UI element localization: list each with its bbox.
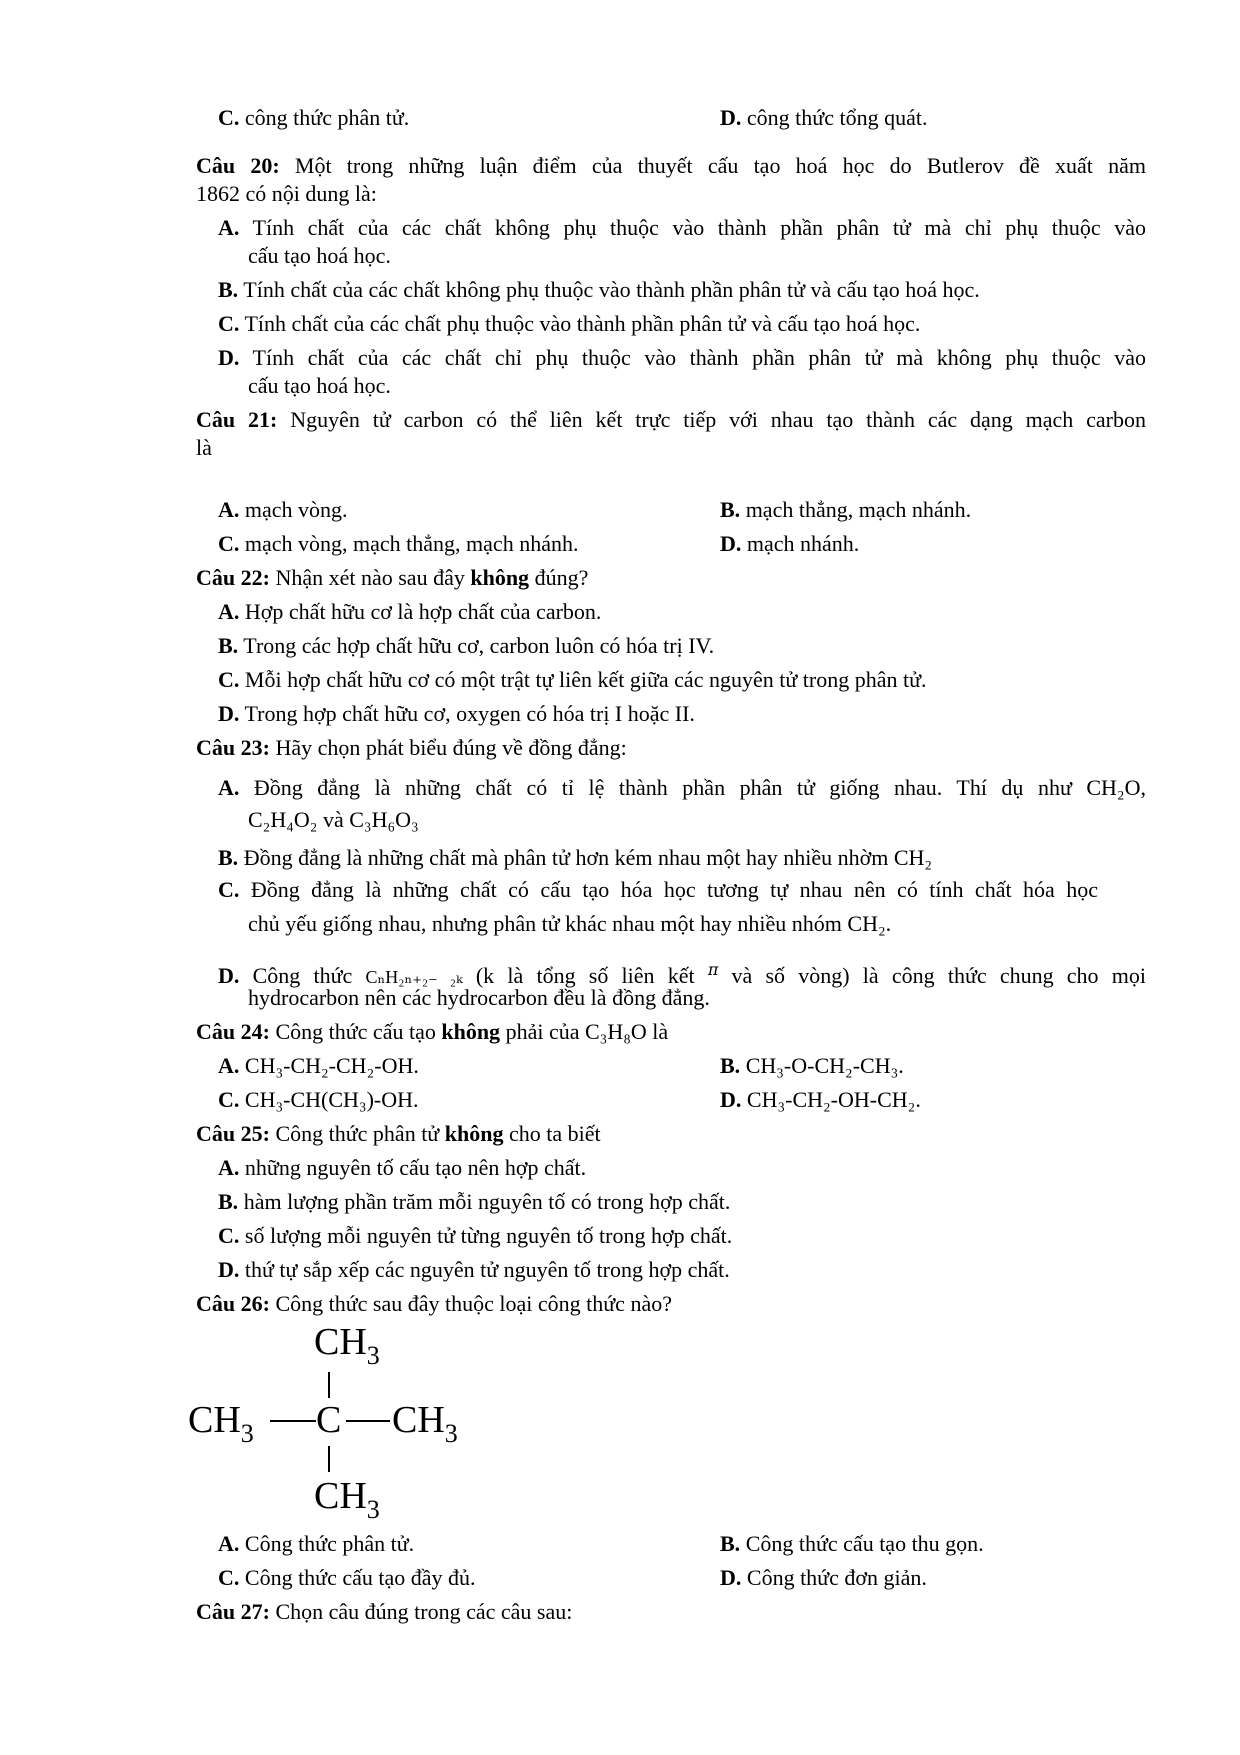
ch3-right: $CH_3$ bbox=[392, 1399, 458, 1448]
q23-option-b: B. Đồng đẳng là những chất mà phân tử hơn kém nhau một hay nhiều nhờm CH₂ bbox=[218, 845, 933, 870]
q24-option-c: C. CH₃-CH(CH₃)-OH. bbox=[218, 1087, 419, 1112]
q19-option-d: D. công thức tổng quát. bbox=[720, 105, 928, 130]
q20-option-d: D. Tính chất của các chất chỉ phụ thuộc vào thành phần phân tử mà không phụ thuộc vào bbox=[218, 345, 1146, 370]
q20-option-a: A. Tính chất của các chất không phụ thuộc vào thành phần phân tử mà chỉ phụ thuộc vào bbox=[218, 215, 1146, 240]
q25-option-b: B. hàm lượng phần trăm mỗi nguyên tố có trong hợp chất. bbox=[218, 1189, 731, 1214]
q23-option-c: C. Đồng đẳng là những chất có cấu tạo hóa học tương tự nhau nên có tính chất hóa học bbox=[218, 877, 1098, 902]
ch3-top: $CH_3$ bbox=[314, 1321, 380, 1370]
q22-option-c: C. Mỗi hợp chất hữu cơ có một trật tự liên kết giữa các nguyên tử trong phân tử. bbox=[218, 667, 927, 692]
q24-option-a: A. CH₃-CH₂-CH₂-OH. bbox=[218, 1053, 419, 1078]
q26-option-a: A. Công thức phân tử. bbox=[218, 1531, 415, 1556]
q20-option-c: C. Tính chất của các chất phụ thuộc vào thành phần phân tử và cấu tạo hoá học. bbox=[218, 311, 921, 336]
q19-option-c: C. công thức phân tử. bbox=[218, 105, 410, 130]
q22-stem: Câu 22: Nhận xét nào sau đây không đúng? bbox=[196, 565, 589, 590]
q20-stem: Câu 20: Một trong những luận điểm của thuyết cấu tạo hoá học do Butlerov đề xuất năm bbox=[196, 153, 1146, 178]
q21-option-b: B. mạch thẳng, mạch nhánh. bbox=[720, 497, 972, 522]
q20-stem-cont: 1862 có nội dung là: bbox=[196, 181, 377, 206]
q26-option-d: D. Công thức đơn giản. bbox=[720, 1565, 927, 1590]
bond-right bbox=[346, 1420, 390, 1422]
q21-option-a: A. mạch vòng. bbox=[218, 497, 348, 522]
pi-symbol: π bbox=[707, 960, 719, 979]
q27-stem: Câu 27: Chọn câu đúng trong các câu sau: bbox=[196, 1599, 573, 1624]
bond-left bbox=[270, 1420, 316, 1422]
q21-stem-cont: là bbox=[196, 435, 212, 460]
c-center: C bbox=[316, 1399, 342, 1441]
q24-stem: Câu 24: Công thức cấu tạo không phải của C₃H₈O là bbox=[196, 1019, 669, 1044]
general-formula: CₙH₂ₙ₊₂₋ ₂ₖ bbox=[365, 967, 463, 987]
q23-option-c-cont: chủ yếu giống nhau, nhưng phân tử khác nhau một hay nhiều nhóm CH₂. bbox=[248, 911, 892, 936]
ch3-left: $CH_3$ bbox=[188, 1399, 254, 1448]
bond-bottom bbox=[328, 1446, 330, 1472]
q22-option-a: A. Hợp chất hữu cơ là hợp chất của carbon. bbox=[218, 599, 602, 624]
q23-option-d: D. Công thức CₙH₂ₙ₊₂₋ ₂ₖ (k là tổng số liên kết $^\pi$ và số vòng) là công thức chung cho mọi bbox=[218, 960, 1146, 988]
q23-option-a: A. Đồng đẳng là những chất có tỉ lệ thành phần phân tử giống nhau. Thí dụ như CH₂O, bbox=[218, 775, 1146, 800]
q20-option-b: B. Tính chất của các chất không phụ thuộc vào thành phần phân tử và cấu tạo hoá học. bbox=[218, 277, 980, 302]
q25-option-c: C. số lượng mỗi nguyên tử từng nguyên tố trong hợp chất. bbox=[218, 1223, 733, 1248]
q24-option-b: B. CH₃-O-CH₂-CH₃. bbox=[720, 1053, 904, 1078]
q22-option-d: D. Trong hợp chất hữu cơ, oxygen có hóa trị I hoặc II. bbox=[218, 701, 695, 726]
q26-option-b: B. Công thức cấu tạo thu gọn. bbox=[720, 1531, 984, 1556]
q24-option-d: D. CH₃-CH₂-OH-CH₂. bbox=[720, 1087, 921, 1112]
bond-top bbox=[328, 1372, 330, 1398]
q20-option-d-cont: cấu tạo hoá học. bbox=[248, 373, 391, 398]
q26-stem: Câu 26: Công thức sau đây thuộc loại công thức nào? bbox=[196, 1291, 672, 1316]
q23-stem: Câu 23: Hãy chọn phát biểu đúng về đồng đẳng: bbox=[196, 735, 627, 760]
q25-option-d: D. thứ tự sắp xếp các nguyên tử nguyên tố trong hợp chất. bbox=[218, 1257, 730, 1282]
q21-stem: Câu 21: Nguyên tử carbon có thể liên kết trực tiếp với nhau tạo thành các dạng mạch carbon bbox=[196, 407, 1146, 432]
q22-option-b: B. Trong các hợp chất hữu cơ, carbon luôn có hóa trị IV. bbox=[218, 633, 715, 658]
q21-option-c: C. mạch vòng, mạch thẳng, mạch nhánh. bbox=[218, 531, 579, 556]
q25-option-a: A. những nguyên tố cấu tạo nên hợp chất. bbox=[218, 1155, 587, 1180]
q25-stem: Câu 25: Công thức phân tử không cho ta biết bbox=[196, 1121, 601, 1146]
ch3-bottom: $CH_3$ bbox=[314, 1475, 380, 1524]
q23-option-a-cont: C₂H₄O₂ và C₃H₆O₃ bbox=[248, 807, 419, 832]
q26-option-c: C. Công thức cấu tạo đầy đủ. bbox=[218, 1565, 476, 1590]
q21-option-d: D. mạch nhánh. bbox=[720, 531, 860, 556]
q23-option-d-cont: hydrocarbon nên các hydrocarbon đều là đồng đẳng. bbox=[248, 985, 710, 1010]
q20-option-a-cont: cấu tạo hoá học. bbox=[248, 243, 391, 268]
